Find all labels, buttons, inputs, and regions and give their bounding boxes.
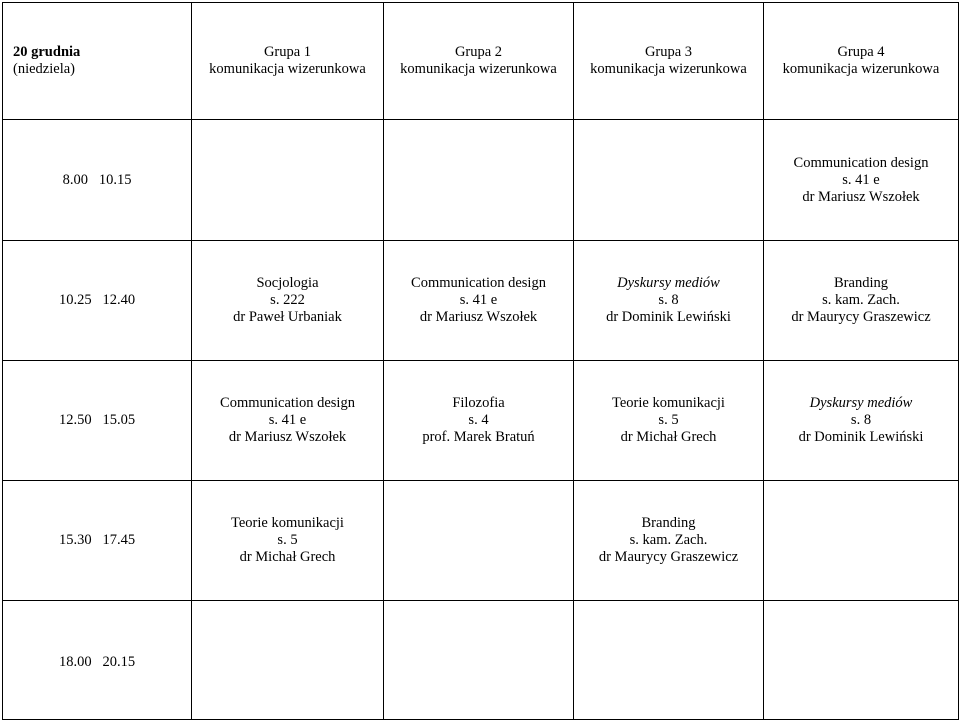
class-cell bbox=[764, 361, 959, 481]
teacher: dr Paweł Urbaniak bbox=[233, 309, 342, 325]
room: s. 5 bbox=[658, 412, 679, 428]
teacher: dr Mariusz Wszołek bbox=[419, 309, 538, 325]
teacher: dr Dominik Lewiński bbox=[798, 429, 924, 445]
class-cell bbox=[764, 241, 959, 361]
date-label: 20 grudnia bbox=[13, 44, 81, 60]
room: s. 41 e bbox=[459, 292, 498, 308]
class-cell-empty bbox=[192, 601, 384, 720]
room: s. kam. Zach. bbox=[629, 532, 708, 548]
class-cell bbox=[574, 481, 764, 601]
room: s. 4 bbox=[468, 412, 489, 428]
teacher: prof. Marek Bratuń bbox=[422, 429, 535, 445]
schedule-table bbox=[2, 2, 959, 720]
teacher: dr Dominik Lewiński bbox=[606, 309, 731, 325]
class-cell-empty bbox=[764, 601, 959, 720]
group-header-3 bbox=[574, 3, 764, 120]
group-subject: komunikacja wizerunkowa bbox=[209, 61, 366, 77]
group-subject: komunikacja wizerunkowa bbox=[782, 61, 940, 77]
class-cell-empty bbox=[384, 481, 574, 601]
room: s. 8 bbox=[850, 412, 872, 428]
time-row bbox=[3, 120, 959, 241]
teacher: dr Michał Grech bbox=[620, 429, 717, 445]
class-cell bbox=[574, 241, 764, 361]
class-cell bbox=[192, 481, 384, 601]
class-cell-empty bbox=[764, 481, 959, 601]
course-name: Dyskursy mediów bbox=[809, 395, 913, 411]
group-name: Grupa 2 bbox=[454, 44, 503, 60]
date-cell bbox=[3, 3, 192, 120]
class-cell bbox=[384, 241, 574, 361]
group-name: Grupa 1 bbox=[263, 44, 312, 60]
teacher: dr Mariusz Wszołek bbox=[802, 188, 920, 205]
class-cell bbox=[192, 361, 384, 481]
group-subject: komunikacja wizerunkowa bbox=[400, 61, 557, 77]
group-header-4 bbox=[764, 3, 959, 120]
course-name: Filozofia bbox=[452, 395, 505, 411]
time-row bbox=[3, 481, 959, 601]
header-row bbox=[3, 3, 959, 120]
class-cell bbox=[574, 361, 764, 481]
teacher: dr Maurycy Graszewicz bbox=[598, 549, 739, 565]
course-name: Branding bbox=[641, 515, 696, 531]
class-cell-empty bbox=[574, 601, 764, 720]
teacher: dr Maurycy Graszewicz bbox=[791, 309, 931, 325]
teacher: dr Mariusz Wszołek bbox=[228, 429, 347, 445]
time-slot: 12.50 15.05 bbox=[3, 361, 192, 481]
course-name: Communication design bbox=[411, 275, 546, 291]
group-header-1 bbox=[192, 3, 384, 120]
time-row bbox=[3, 601, 959, 720]
room: s. 5 bbox=[277, 532, 298, 548]
course-name: Teorie komunikacji bbox=[231, 515, 344, 531]
room: s. 41 e bbox=[842, 171, 880, 188]
class-cell bbox=[192, 241, 384, 361]
course-name: Teorie komunikacji bbox=[612, 395, 725, 411]
course-name: Dyskursy mediów bbox=[617, 275, 720, 291]
room: s. kam. Zach. bbox=[822, 292, 900, 308]
time-row bbox=[3, 241, 959, 361]
time-slot: 15.30 17.45 bbox=[3, 481, 192, 601]
time-slot: 18.00 20.15 bbox=[3, 601, 192, 720]
course-name: Communication design bbox=[220, 395, 355, 411]
class-cell-empty bbox=[574, 120, 764, 241]
time-row bbox=[3, 361, 959, 481]
class-cell bbox=[384, 361, 574, 481]
group-name: Grupa 3 bbox=[644, 44, 693, 60]
teacher: dr Michał Grech bbox=[239, 549, 336, 565]
group-name: Grupa 4 bbox=[837, 44, 885, 60]
course-name: Socjologia bbox=[256, 275, 319, 291]
class-cell-empty bbox=[192, 120, 384, 241]
weekday-label: (niedziela) bbox=[13, 61, 75, 77]
room: s. 222 bbox=[270, 292, 305, 308]
class-cell bbox=[764, 120, 959, 241]
time-slot: 10.25 12.40 bbox=[3, 241, 192, 361]
course-name: Communication design bbox=[793, 154, 929, 171]
class-cell-empty bbox=[384, 120, 574, 241]
class-cell-empty bbox=[384, 601, 574, 720]
time-slot: 8.00 10.15 bbox=[3, 120, 192, 241]
room: s. 41 e bbox=[268, 412, 307, 428]
course-name: Branding bbox=[834, 275, 888, 291]
group-header-2 bbox=[384, 3, 574, 120]
group-subject: komunikacja wizerunkowa bbox=[590, 61, 747, 77]
room: s. 8 bbox=[658, 292, 679, 308]
